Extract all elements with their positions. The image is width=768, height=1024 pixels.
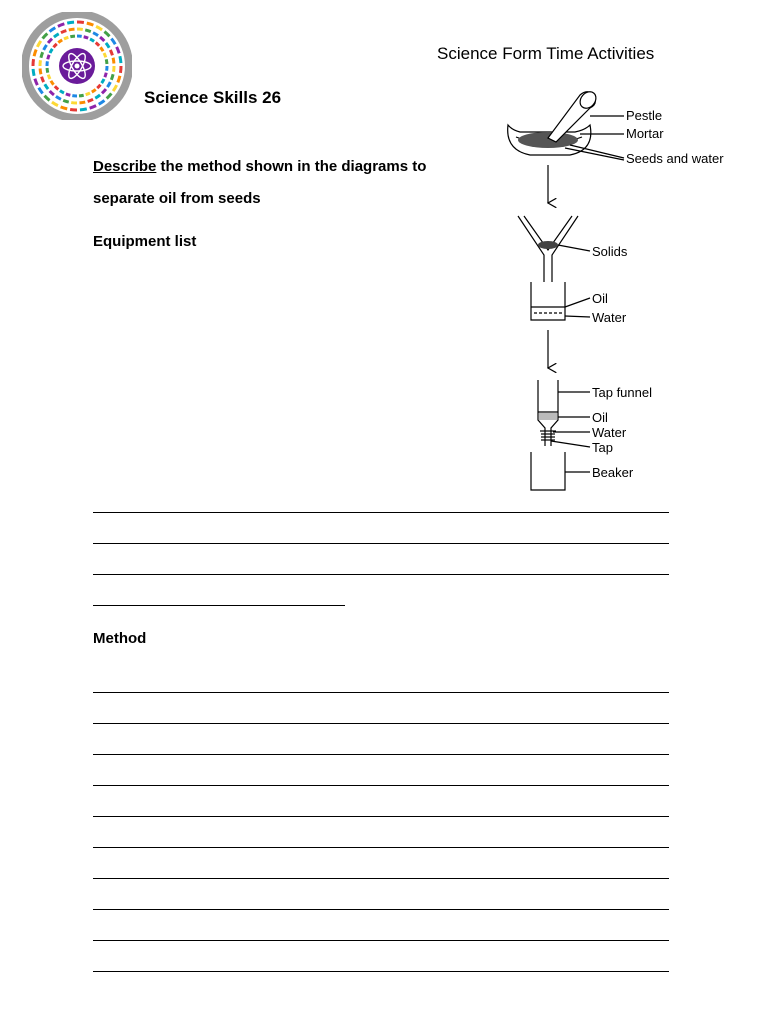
logo-ring-segment (80, 109, 87, 110)
page-header-title: Science Form Time Activities (437, 44, 655, 63)
method-answer-line[interactable] (93, 940, 669, 941)
logo-ring-segment (39, 88, 43, 94)
worksheet-title: Science Skills 26 (144, 88, 282, 107)
logo-ring-segment (60, 91, 64, 93)
logo-ring-segment (45, 96, 50, 101)
logo-ring-segment (77, 22, 84, 23)
logo-ring-segment (87, 23, 94, 25)
logo-ring-segment (107, 82, 110, 87)
equipment-list-heading: Equipment list (93, 233, 197, 250)
logo-ring-segment (106, 59, 107, 64)
label-beaker: Beaker (592, 465, 634, 480)
logo-ring-segment (41, 52, 43, 58)
logo-ring-segment (33, 69, 34, 76)
logo-ring-segment (90, 39, 94, 41)
label-water: Water (592, 425, 627, 440)
label-seeds-and-water: Seeds and water (626, 151, 724, 166)
label-tap: Tap (592, 440, 613, 455)
logo-ring-segment (105, 73, 106, 77)
logo-ring-segment (104, 32, 109, 37)
logo-ring-segment (113, 85, 116, 91)
logo-ring-segment (79, 102, 85, 103)
logo-ring-segment (37, 41, 40, 47)
logo-ring-segment (70, 36, 75, 37)
equipment-answer-line[interactable] (93, 512, 669, 513)
logo-ring-segment (44, 45, 47, 50)
method-answer-line[interactable] (93, 785, 669, 786)
oil-extraction-diagram (495, 88, 745, 493)
logo-ring-segment (70, 109, 77, 110)
equipment-answer-line[interactable] (93, 605, 345, 606)
logo-ring-segment (111, 39, 115, 45)
logo-ring-segment (50, 91, 54, 95)
logo-ring-segment (47, 68, 48, 73)
logo-ring-segment (58, 24, 64, 26)
logo-ring-segment (110, 50, 112, 55)
logo-ring-segment (79, 95, 84, 96)
logo-ring-segment (90, 106, 96, 108)
logo-ring-segment (85, 30, 91, 32)
label-water: Water (592, 310, 627, 325)
method-answer-line[interactable] (93, 723, 669, 724)
logo-ring-segment (86, 93, 90, 95)
logo-ring-segment (63, 100, 69, 102)
school-logo (22, 12, 132, 120)
logo-ring-segment (61, 107, 68, 109)
logo-ring-segment (34, 50, 36, 57)
oil-layer-icon (539, 413, 557, 420)
logo-ring-segment (48, 39, 52, 43)
method-answer-line[interactable] (93, 971, 669, 972)
label-tap-funnel: Tap funnel (592, 385, 652, 400)
logo-ring-segment (35, 79, 37, 85)
logo-ring-segment (99, 100, 105, 104)
logo-ring-segment (58, 40, 62, 43)
logo-ring-segment (54, 44, 57, 47)
logo-ring-segment (120, 56, 121, 63)
logo-ring-segment (64, 37, 68, 39)
logo-ring-segment (93, 33, 98, 36)
logo-ring-segment (102, 89, 106, 93)
logo-ring-segment (88, 99, 93, 101)
solids-icon (538, 241, 558, 249)
label-oil: Oil (592, 291, 608, 306)
logo-ring-segment (117, 47, 119, 53)
logo-ring-segment (66, 94, 70, 95)
logo-ring-segment (100, 37, 104, 41)
logo-ring-segment (67, 22, 74, 23)
method-answer-line[interactable] (93, 754, 669, 755)
method-answer-line[interactable] (93, 692, 669, 693)
logo-ring-segment (43, 34, 48, 39)
method-heading: Method (93, 630, 147, 647)
logo-ring-segment (69, 29, 75, 30)
label-oil: Oil (592, 410, 608, 425)
task-keyword: Describe (93, 158, 157, 175)
logo-ring-segment (55, 86, 58, 89)
logo-ring-segment (120, 66, 121, 73)
logo-ring-segment (92, 89, 96, 92)
equipment-answer-line[interactable] (93, 543, 669, 544)
logo-ring-segment (45, 84, 48, 89)
method-answer-line[interactable] (93, 847, 669, 848)
logo-ring-segment (97, 85, 100, 88)
label-pestle: Pestle (626, 108, 663, 123)
logo-ring-segment (33, 59, 34, 66)
logo-ring-segment (102, 79, 104, 83)
logo-ring-segment (107, 93, 112, 98)
method-answer-line[interactable] (93, 909, 669, 910)
logo-ring-segment (104, 53, 106, 57)
logo-ring-segment (40, 68, 41, 74)
logo-ring-segment (52, 102, 58, 105)
logo-ring-segment (100, 47, 103, 51)
logo-ring-segment (106, 43, 109, 48)
logo-ring-segment (56, 96, 61, 99)
logo-ring-segment (51, 81, 54, 85)
task-instruction-line-2: separate oil from seeds (93, 190, 261, 207)
method-answer-line[interactable] (93, 878, 669, 879)
equipment-answer-line[interactable] (93, 574, 669, 575)
task-instruction (93, 158, 426, 175)
logo-ring-segment (111, 74, 113, 80)
method-answer-line[interactable] (93, 816, 669, 817)
logo-ring-segment (48, 75, 50, 79)
logo-ring-segment (96, 43, 99, 46)
logo-ring-segment (95, 95, 100, 98)
logo-ring-segment (113, 58, 114, 64)
label-mortar: Mortar (626, 126, 664, 141)
logo-ring-segment (48, 55, 49, 59)
task-text: the method shown in the diagrams to (156, 158, 427, 175)
logo-ring-segment (118, 76, 120, 83)
logo-ring-segment (50, 28, 56, 32)
label-solids: Solids (592, 244, 628, 259)
beaker-icon (531, 452, 565, 490)
logo-ring-segment (42, 77, 44, 82)
logo-ring-segment (96, 26, 102, 29)
logo-ring-segment (54, 34, 59, 37)
logo-ring-segment (50, 49, 52, 53)
logo-ring-segment (84, 37, 88, 38)
logo-ring-segment (61, 31, 66, 33)
beaker-icon (531, 282, 565, 320)
seeds-icon (518, 132, 578, 148)
